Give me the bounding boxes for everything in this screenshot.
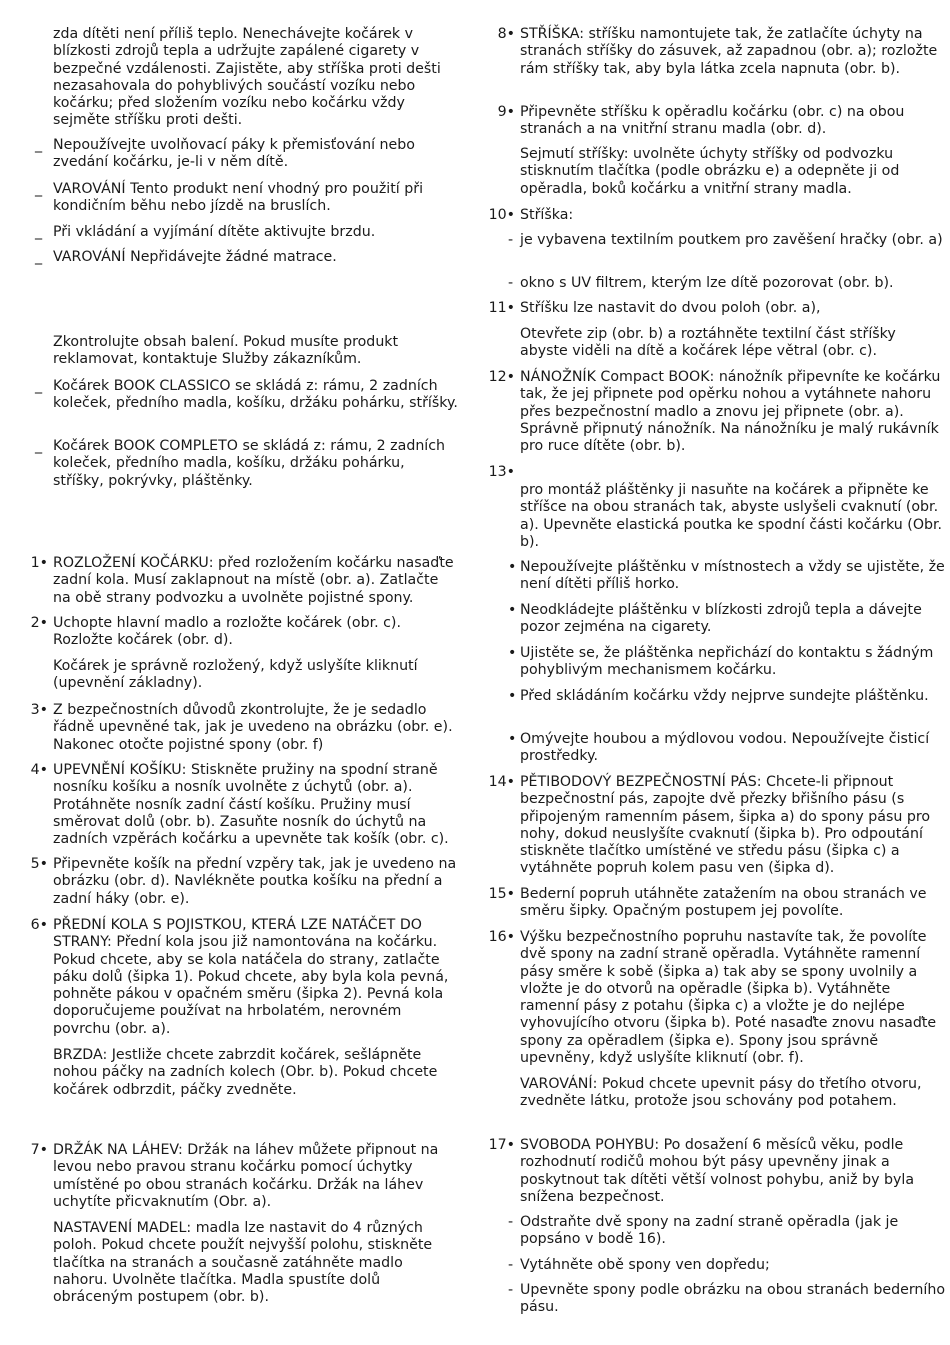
paragraph-text: Vytáhněte obě spony ven dopředu; [520, 1257, 770, 1273]
bullet-marker: • [508, 559, 517, 575]
paragraph-text: Neodkládejte pláštěnku v blízkosti zdrojů tepla a dávejte pozor zejména na cigarety. [520, 602, 922, 636]
bullet-marker: _ [35, 378, 43, 394]
step-number: 9• [497, 104, 515, 120]
step-number: 4• [30, 762, 48, 778]
step-number: 14• [488, 774, 515, 790]
step-number: 12• [488, 369, 515, 385]
paragraph-text: SVOBODA POHYBU: Po dosažení 6 měsíců věku, podle rozhodnutí rodičů mohou být pásy upevněny jinak a poskytnout tak dítěti větší volnost pohybu, aniž by byla snížena bezpečnost. [520, 1137, 915, 1205]
paragraph-text: Otevřete zip (obr. b) a roztáhněte textilní část stříšky abyste viděli na dítě a kočárek lépe větral (obr. c). [520, 326, 896, 360]
step-number: 16• [488, 929, 515, 945]
step-number: 13• [488, 464, 515, 480]
bullet-marker: _ [35, 137, 43, 153]
paragraph-text: Stříška: [520, 207, 574, 223]
paragraph-text: VAROVÁNÍ Tento produkt není vhodný pro použití při kondičním běhu nebo jízdě na bruslích. [53, 181, 424, 215]
paragraph-text: NÁNOŽNÍK Compact BOOK: nánožník připevníte ke kočárku tak, že jej připnete pod opěrku nohou a vytáhnete nahoru přes bezpečnostní madlo a znovu jej připnete (obr. a). Správně připnutý nánožník. Na nánožníku je malý rukávník pro ruce dítěte (obr. b). [520, 369, 941, 455]
bullet-marker: - [508, 232, 514, 248]
step-number: 3• [30, 702, 48, 718]
paragraph-text: Kočárek BOOK CLASSICO se skládá z: rámu, 2 zadních koleček, předního madla, košíku, držáku pohárku, stříšky. [53, 378, 458, 412]
paragraph-text: DRŽÁK NA LÁHEV: Držák na láhev můžete připnout na levou nebo pravou stranu kočárku pomocí úchytky umístěné po obou stranách kočárku. Držák na láhev uchytíte přicvaknutím (Obr. a). [53, 1142, 439, 1210]
step-number: 15• [488, 886, 515, 902]
paragraph-text: BRZDA: Jestliže chcete zabrzdit kočárek, sešlápněte nohou páčky na zadních kolech (Obr. b). Pokud chcete kočárek odbrzdit, páčky zvedněte. [53, 1047, 438, 1098]
step-number: 6• [30, 917, 48, 933]
paragraph-text: ROZLOŽENÍ KOČÁRKU: před rozložením kočárku nasaďte zadní kola. Musí zaklapnout na místě (obr. a). Zatlačte na obě strany podvozku a uvolněte pojistné spony. [53, 555, 454, 606]
paragraph-text: Uchopte hlavní madlo a rozložte kočárek (obr. c). Rozložte kočárek (obr. d). [53, 615, 401, 649]
bullet-marker: • [508, 731, 517, 747]
paragraph-text: UPEVNĚNÍ KOŠÍKU: Stiskněte pružiny na spodní straně nosníku košíku a nosník uvolněte z úchytů (obr. a). Protáhněte nosník zadní částí košíku. Pružiny musí směrovat dolů (obr. b). Zasuňte nosník do úchytů na zadních vzpěrách kočárku a upevněte tak košík (obr. c). [53, 762, 449, 848]
paragraph-text: Před skládáním kočárku vždy nejprve sundejte pláštěnku. [520, 688, 929, 704]
paragraph-text: Stříšku lze nastavit do dvou poloh (obr. a), [520, 300, 821, 316]
step-number: 10• [488, 207, 515, 223]
step-number: 17• [488, 1137, 515, 1153]
paragraph-text: VAROVÁNÍ: Pokud chcete upevnit pásy do třetího otvoru, zvedněte látku, protože jsou schovány pod potahem. [520, 1076, 922, 1110]
step-number: 8• [497, 26, 515, 42]
step-number: 2• [30, 615, 48, 631]
paragraph-text: Z bezpečnostních důvodů zkontrolujte, že je sedadlo řádně upevněné tak, jak je uvedeno na obrázku (obr. e). Nakonec otočte pojistné spony (obr. f) [53, 702, 453, 753]
paragraph-text: Omývejte houbou a mýdlovou vodou. Nepoužívejte čisticí prostředky. [520, 731, 930, 765]
bullet-marker: • [508, 602, 517, 618]
bullet-marker: _ [35, 249, 43, 265]
paragraph-text: NASTAVENÍ MADEL: madla lze nastavit do 4 různých poloh. Pokud chcete použít nejvyšší polohu, stiskněte tlačítka na stranách a současně zatáhněte madlo nahoru. Uvolněte tlačítka. Madla spustíte dolů obráceným postupem (obr. b). [53, 1220, 433, 1306]
paragraph-text: PĚTIBODOVÝ BEZPEČNOSTNÍ PÁS: Chcete-li připnout bezpečnostní pás, zapojte dvě přezky břišního pásu (s připojeným ramenním pásem, šipka a) do spony pásu pro nohy, dokud neuslyšíte cvaknutí (šipka b). Pro odpoutání stiskněte tlačítko umístěné ve středu pásu (šipka c) a vytáhněte popruh kolem pasu ven (šipka d). [520, 774, 931, 877]
paragraph-text: Připevněte košík na přední vzpěry tak, jak je uvedeno na obrázku (obr. d). Navlékněte poutka košíku na přední a zadní háky (obr. e). [53, 856, 457, 907]
paragraph-text: Bederní popruh utáhněte zatažením na obou stranách ve směru šipky. Opačným postupem jej povolíte. [520, 886, 927, 920]
paragraph-text: PŘEDNÍ KOLA S POJISTKOU, KTERÁ LZE NATÁČET DO STRANY: Přední kola jsou již namontována na kočárku. Pokud chcete, aby se kola natáčela do strany, zatlačte páku dolů (šipka 1). Pokud chcete, aby byla kola pevná, pohněte pákou v opačném směru (šipka 2). Pevná kola doporučujeme používat na hrbolatém, nerovném povrchu (obr. a). [53, 917, 449, 1037]
paragraph-text: okno s UV filtrem, kterým lze dítě pozorovat (obr. b). [520, 275, 894, 291]
bullet-marker: - [508, 1257, 514, 1273]
step-number: 1• [30, 555, 48, 571]
paragraph-text: Zkontrolujte obsah balení. Pokud musíte produkt reklamovat, kontaktuje Služby zákazníkům. [53, 334, 399, 368]
paragraph-text: Kočárek je správně rozložený, když uslyšíte kliknutí (upevnění základny). [53, 658, 418, 692]
paragraph-text: Nepoužívejte pláštěnku v místnostech a vždy se ujistěte, že není dítěti příliš horko. [520, 559, 945, 593]
paragraph-text: Upevněte spony podle obrázku na obou stranách bederního pásu. [520, 1282, 946, 1316]
paragraph-text: zda dítěti není příliš teplo. Nenechávejte kočárek v blízkosti zdrojů tepla a udržujte zapálené cigarety v bezpečné vzdálenosti. Zajistěte, aby stříška proti dešti nezasahovala do pohyblivých součástí vozíku nebo kočárku; před složením vozíku nebo kočárku vždy sejměte stříšku proti dešti. [53, 26, 441, 129]
bullet-marker: - [508, 1214, 514, 1230]
paragraph-text: Odstraňte dvě spony na zadní straně opěradla (jak je popsáno v bodě 16). [520, 1214, 899, 1248]
bullet-marker: • [508, 645, 517, 661]
paragraph-text: Nepoužívejte uvolňovací páky k přemisťování nebo zvedání kočárku, je-li v něm dítě. [53, 137, 415, 171]
bullet-marker: • [508, 688, 517, 704]
step-number: 7• [30, 1142, 48, 1158]
paragraph-text: VAROVÁNÍ Nepřidávejte žádné matrace. [53, 249, 337, 265]
bullet-marker: _ [35, 438, 43, 454]
step-number: 5• [30, 856, 48, 872]
paragraph-text: Výšku bezpečnostního popruhu nastavíte tak, že povolíte dvě spony na zadní straně opěradla. Vytáhněte ramenní pásy směre k sobě (šipka a) tak aby se spony uvolnily a vložte je do otvorů na opěradle (šipka b). Vytáhněte ramenní pásy z potahu (šipka c) a vložte je do nejlépe vyhovujícího otvoru (šipka b). Poté nasaďte znovu nasaďte spony za opěradlem (šipka e). Spony jsou správně upevněny, když uslyšíte kliknutí (obr. f). [520, 929, 937, 1067]
bullet-marker: _ [35, 181, 43, 197]
paragraph-text: Při vkládání a vyjímání dítěte aktivujte brzdu. [53, 224, 376, 240]
bullet-marker: _ [35, 224, 43, 240]
bullet-marker: - [508, 275, 514, 291]
paragraph-text: Připevněte stříšku k opěradlu kočárku (obr. c) na obou stranách a na vnitřní stranu madla (obr. d). [520, 104, 905, 138]
paragraph-text: Sejmutí stříšky: uvolněte úchyty stříšky od podvozku stisknutím tlačítka (podle obrázku e) a odepněte ji od opěradla, boků kočárku a vnitřní strany madla. [520, 146, 900, 197]
paragraph-text: pro montáž pláštěnky ji nasuňte na kočárek a připněte ke stříšce na obou stranách tak, abyste uslyšeli cvaknutí (obr. a). Upevněte elastická poutka ke spodní části kočárku (Obr. b). [520, 482, 943, 550]
step-number: 11• [488, 300, 515, 316]
paragraph-text: je vybavena textilním poutkem pro zavěšení hračky (obr. a) [520, 232, 943, 248]
paragraph-text: STŘÍŠKA: stříšku namontujete tak, že zatlačíte úchyty na stranách stříšky do zásuvek, až zapadnou (obr. a); rozložte rám stříšky tak, aby byla látka zcela napnuta (obr. b). [520, 26, 938, 77]
paragraph-text: Kočárek BOOK COMPLETO se skládá z: rámu, 2 zadních koleček, předního madla, košíku, držáku pohárku, stříšky, pokrývky, pláštěnky. [53, 438, 446, 489]
paragraph-text: Ujistěte se, že pláštěnka nepřichází do kontaktu s žádným pohyblivým mechanismem kočárku. [520, 645, 934, 679]
bullet-marker: - [508, 1282, 514, 1298]
